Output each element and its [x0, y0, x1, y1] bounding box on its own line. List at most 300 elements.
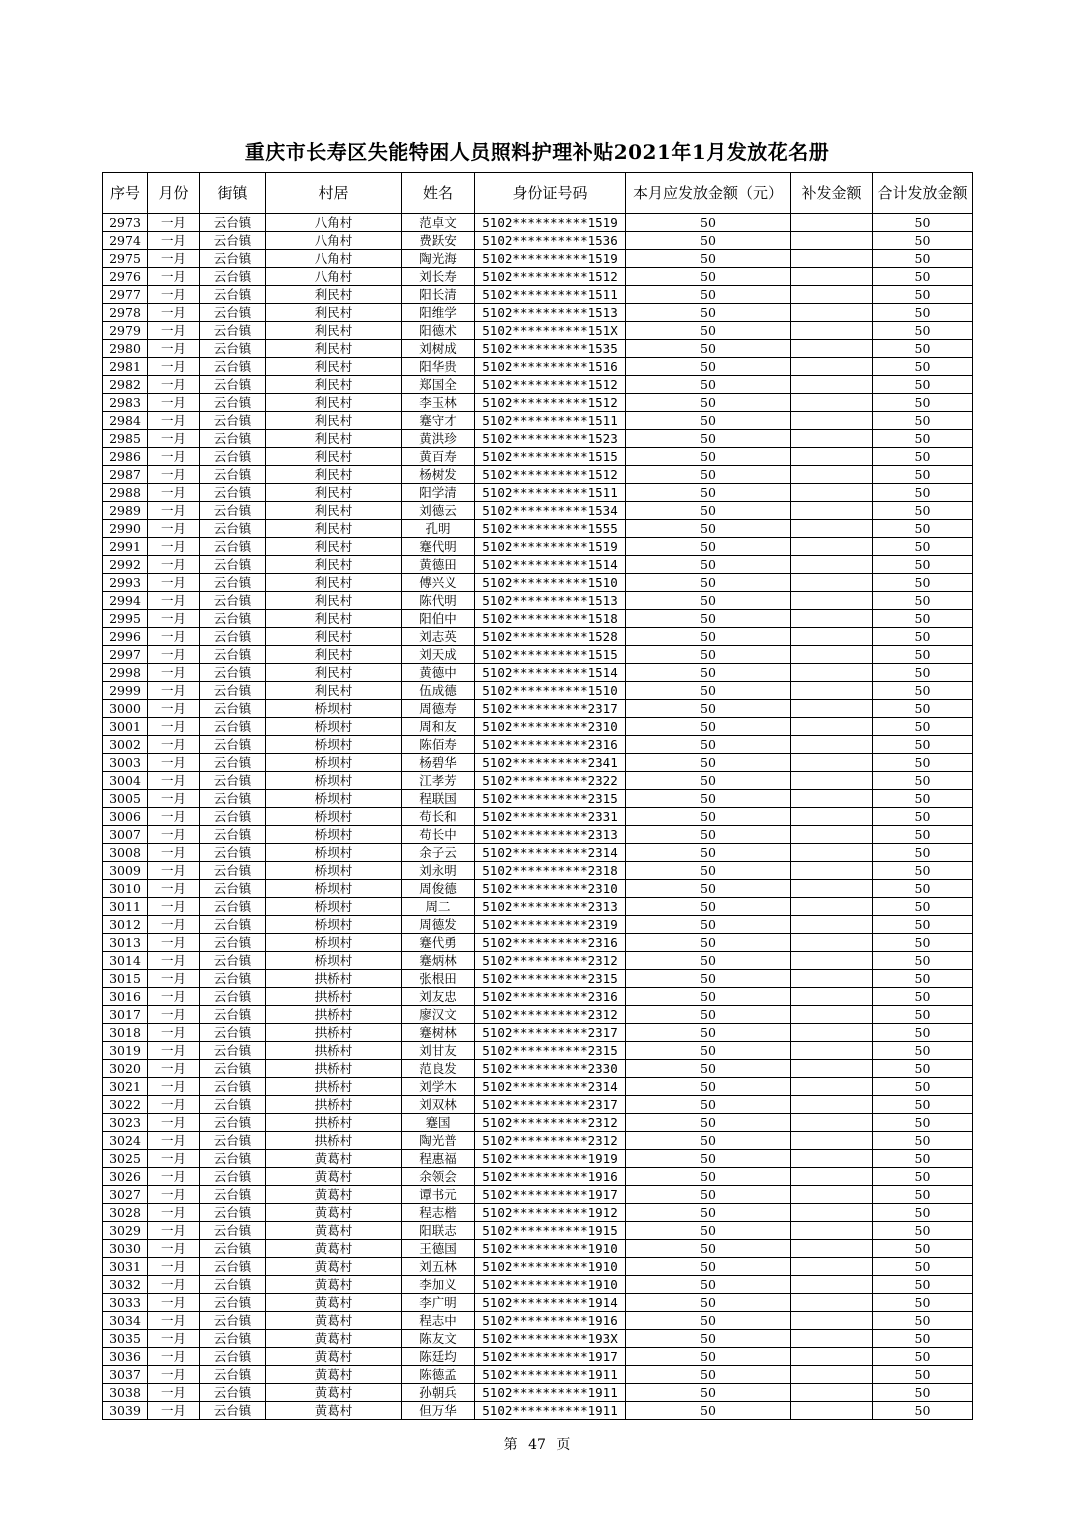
- cell-month: 一月: [148, 970, 200, 988]
- cell-village: 利民村: [266, 628, 402, 646]
- cell-total-amount: 50: [873, 664, 973, 682]
- cell-name: 陈友文: [402, 1330, 475, 1348]
- cell-id-number: 5102**********1919: [475, 1150, 626, 1168]
- cell-id-number: 5102**********1515: [475, 448, 626, 466]
- cell-name: 刘志英: [402, 628, 475, 646]
- cell-village: 利民村: [266, 448, 402, 466]
- cell-supplement-amount: [791, 268, 873, 286]
- cell-town: 云台镇: [200, 628, 266, 646]
- table-row: [103, 1366, 973, 1384]
- roster-table: [102, 172, 973, 1420]
- cell-serial: 2997: [103, 646, 148, 664]
- cell-total-amount: 50: [873, 1240, 973, 1258]
- cell-month: 一月: [148, 646, 200, 664]
- cell-serial: 3032: [103, 1276, 148, 1294]
- cell-serial: 2979: [103, 322, 148, 340]
- cell-id-number: 5102**********1519: [475, 214, 626, 232]
- cell-village: 利民村: [266, 466, 402, 484]
- table-row: [103, 322, 973, 340]
- cell-monthly-amount: 50: [626, 1348, 791, 1366]
- cell-serial: 3030: [103, 1240, 148, 1258]
- cell-id-number: 5102**********1914: [475, 1294, 626, 1312]
- table-row: [103, 1042, 973, 1060]
- cell-supplement-amount: [791, 988, 873, 1006]
- cell-monthly-amount: 50: [626, 232, 791, 250]
- table-row: [103, 718, 973, 736]
- cell-town: 云台镇: [200, 1024, 266, 1042]
- cell-town: 云台镇: [200, 610, 266, 628]
- cell-month: 一月: [148, 1222, 200, 1240]
- table-row: [103, 1204, 973, 1222]
- cell-monthly-amount: 50: [626, 1096, 791, 1114]
- cell-month: 一月: [148, 1366, 200, 1384]
- cell-total-amount: 50: [873, 880, 973, 898]
- cell-monthly-amount: 50: [626, 268, 791, 286]
- page-number: 47: [528, 1437, 546, 1453]
- cell-town: 云台镇: [200, 1150, 266, 1168]
- table-row: [103, 304, 973, 322]
- cell-id-number: 5102**********1512: [475, 466, 626, 484]
- cell-name: 阳伯中: [402, 610, 475, 628]
- cell-name: 余领会: [402, 1168, 475, 1186]
- cell-serial: 2976: [103, 268, 148, 286]
- cell-monthly-amount: 50: [626, 1204, 791, 1222]
- cell-name: 陈德孟: [402, 1366, 475, 1384]
- cell-monthly-amount: 50: [626, 772, 791, 790]
- cell-month: 一月: [148, 1348, 200, 1366]
- cell-village: 拱桥村: [266, 970, 402, 988]
- table-row: [103, 466, 973, 484]
- header-village: 村居: [266, 173, 402, 214]
- cell-month: 一月: [148, 862, 200, 880]
- cell-serial: 2985: [103, 430, 148, 448]
- cell-town: 云台镇: [200, 844, 266, 862]
- cell-total-amount: 50: [873, 484, 973, 502]
- cell-id-number: 5102**********1911: [475, 1366, 626, 1384]
- cell-village: 桥坝村: [266, 700, 402, 718]
- cell-town: 云台镇: [200, 880, 266, 898]
- cell-total-amount: 50: [873, 376, 973, 394]
- page-footer: [0, 1434, 1074, 1454]
- cell-total-amount: 50: [873, 1006, 973, 1024]
- cell-town: 云台镇: [200, 1402, 266, 1420]
- cell-supplement-amount: [791, 1006, 873, 1024]
- table-row: [103, 430, 973, 448]
- cell-serial: 3003: [103, 754, 148, 772]
- table-row: [103, 340, 973, 358]
- cell-supplement-amount: [791, 412, 873, 430]
- cell-total-amount: 50: [873, 826, 973, 844]
- cell-supplement-amount: [791, 466, 873, 484]
- cell-month: 一月: [148, 1240, 200, 1258]
- table-row: [103, 1312, 973, 1330]
- cell-total-amount: 50: [873, 754, 973, 772]
- table-row: [103, 1294, 973, 1312]
- cell-name: 阳联志: [402, 1222, 475, 1240]
- table-row: [103, 700, 973, 718]
- cell-town: 云台镇: [200, 736, 266, 754]
- cell-supplement-amount: [791, 574, 873, 592]
- cell-name: 周德寿: [402, 700, 475, 718]
- cell-town: 云台镇: [200, 304, 266, 322]
- cell-id-number: 5102**********2316: [475, 736, 626, 754]
- cell-supplement-amount: [791, 430, 873, 448]
- cell-village: 黄葛村: [266, 1204, 402, 1222]
- cell-id-number: 5102**********2310: [475, 880, 626, 898]
- cell-village: 利民村: [266, 358, 402, 376]
- cell-serial: 2993: [103, 574, 148, 592]
- header-town: 街镇: [200, 173, 266, 214]
- cell-serial: 3022: [103, 1096, 148, 1114]
- cell-serial: 3004: [103, 772, 148, 790]
- cell-total-amount: 50: [873, 862, 973, 880]
- cell-town: 云台镇: [200, 1186, 266, 1204]
- table-row: [103, 538, 973, 556]
- cell-serial: 3036: [103, 1348, 148, 1366]
- cell-total-amount: 50: [873, 628, 973, 646]
- table-row: [103, 1114, 973, 1132]
- cell-month: 一月: [148, 1294, 200, 1312]
- cell-supplement-amount: [791, 736, 873, 754]
- cell-serial: 3024: [103, 1132, 148, 1150]
- cell-total-amount: 50: [873, 592, 973, 610]
- table-row: [103, 952, 973, 970]
- cell-name: 李玉林: [402, 394, 475, 412]
- cell-name: 刘天成: [402, 646, 475, 664]
- cell-supplement-amount: [791, 448, 873, 466]
- cell-supplement-amount: [791, 484, 873, 502]
- cell-month: 一月: [148, 1024, 200, 1042]
- cell-supplement-amount: [791, 1186, 873, 1204]
- cell-total-amount: 50: [873, 1312, 973, 1330]
- cell-serial: 3002: [103, 736, 148, 754]
- cell-serial: 3037: [103, 1366, 148, 1384]
- cell-town: 云台镇: [200, 790, 266, 808]
- cell-id-number: 5102**********1510: [475, 682, 626, 700]
- cell-supplement-amount: [791, 1024, 873, 1042]
- table-row: [103, 484, 973, 502]
- table-row: [103, 1330, 973, 1348]
- cell-name: 程志楷: [402, 1204, 475, 1222]
- cell-village: 八角村: [266, 268, 402, 286]
- cell-monthly-amount: 50: [626, 574, 791, 592]
- cell-month: 一月: [148, 952, 200, 970]
- cell-village: 利民村: [266, 556, 402, 574]
- cell-id-number: 5102**********1514: [475, 556, 626, 574]
- cell-town: 云台镇: [200, 970, 266, 988]
- cell-total-amount: 50: [873, 1204, 973, 1222]
- cell-month: 一月: [148, 790, 200, 808]
- cell-town: 云台镇: [200, 376, 266, 394]
- cell-village: 利民村: [266, 322, 402, 340]
- cell-village: 拱桥村: [266, 988, 402, 1006]
- cell-monthly-amount: 50: [626, 592, 791, 610]
- cell-supplement-amount: [791, 1276, 873, 1294]
- cell-total-amount: 50: [873, 448, 973, 466]
- cell-town: 云台镇: [200, 340, 266, 358]
- cell-town: 云台镇: [200, 1006, 266, 1024]
- cell-village: 拱桥村: [266, 1024, 402, 1042]
- cell-id-number: 5102**********2317: [475, 1096, 626, 1114]
- cell-month: 一月: [148, 1150, 200, 1168]
- cell-month: 一月: [148, 682, 200, 700]
- cell-village: 拱桥村: [266, 1078, 402, 1096]
- cell-month: 一月: [148, 430, 200, 448]
- cell-supplement-amount: [791, 934, 873, 952]
- cell-total-amount: 50: [873, 790, 973, 808]
- cell-total-amount: 50: [873, 1060, 973, 1078]
- cell-monthly-amount: 50: [626, 1006, 791, 1024]
- cell-month: 一月: [148, 376, 200, 394]
- cell-village: 黄葛村: [266, 1294, 402, 1312]
- cell-month: 一月: [148, 1186, 200, 1204]
- cell-village: 拱桥村: [266, 1042, 402, 1060]
- table-row: [103, 646, 973, 664]
- cell-month: 一月: [148, 1330, 200, 1348]
- table-row: [103, 1222, 973, 1240]
- table-header-row: [103, 173, 973, 214]
- cell-serial: 3020: [103, 1060, 148, 1078]
- cell-monthly-amount: 50: [626, 376, 791, 394]
- header-id-number: 身份证号码: [475, 173, 626, 214]
- cell-supplement-amount: [791, 1150, 873, 1168]
- cell-monthly-amount: 50: [626, 286, 791, 304]
- cell-town: 云台镇: [200, 268, 266, 286]
- cell-name: 孔明: [402, 520, 475, 538]
- cell-total-amount: 50: [873, 322, 973, 340]
- cell-total-amount: 50: [873, 1276, 973, 1294]
- cell-village: 黄葛村: [266, 1312, 402, 1330]
- cell-id-number: 5102**********1911: [475, 1402, 626, 1420]
- cell-month: 一月: [148, 520, 200, 538]
- cell-serial: 2982: [103, 376, 148, 394]
- table-row: [103, 286, 973, 304]
- cell-village: 桥坝村: [266, 790, 402, 808]
- cell-monthly-amount: 50: [626, 1168, 791, 1186]
- cell-month: 一月: [148, 574, 200, 592]
- cell-month: 一月: [148, 1402, 200, 1420]
- cell-id-number: 5102**********2312: [475, 952, 626, 970]
- cell-supplement-amount: [791, 664, 873, 682]
- cell-month: 一月: [148, 772, 200, 790]
- table-row: [103, 232, 973, 250]
- cell-supplement-amount: [791, 916, 873, 934]
- cell-town: 云台镇: [200, 700, 266, 718]
- table-row: [103, 736, 973, 754]
- cell-serial: 3034: [103, 1312, 148, 1330]
- table-row: [103, 610, 973, 628]
- cell-total-amount: 50: [873, 1150, 973, 1168]
- cell-supplement-amount: [791, 358, 873, 376]
- page-suffix: 页: [556, 1437, 571, 1453]
- cell-name: 阳长清: [402, 286, 475, 304]
- cell-name: 刘德云: [402, 502, 475, 520]
- cell-monthly-amount: 50: [626, 970, 791, 988]
- cell-town: 云台镇: [200, 214, 266, 232]
- header-monthly-amount: 本月应发放金额（元）: [626, 173, 791, 214]
- cell-total-amount: 50: [873, 340, 973, 358]
- table-row: [103, 772, 973, 790]
- cell-village: 黄葛村: [266, 1168, 402, 1186]
- cell-name: 刘友忠: [402, 988, 475, 1006]
- table-row: [103, 1060, 973, 1078]
- cell-town: 云台镇: [200, 1348, 266, 1366]
- cell-village: 利民村: [266, 394, 402, 412]
- table-row: [103, 556, 973, 574]
- cell-town: 云台镇: [200, 718, 266, 736]
- cell-id-number: 5102**********2315: [475, 790, 626, 808]
- cell-monthly-amount: 50: [626, 610, 791, 628]
- cell-monthly-amount: 50: [626, 1258, 791, 1276]
- table-row: [103, 1096, 973, 1114]
- cell-village: 利民村: [266, 484, 402, 502]
- cell-month: 一月: [148, 826, 200, 844]
- cell-total-amount: 50: [873, 1186, 973, 1204]
- cell-serial: 3021: [103, 1078, 148, 1096]
- cell-supplement-amount: [791, 1384, 873, 1402]
- cell-town: 云台镇: [200, 754, 266, 772]
- cell-monthly-amount: 50: [626, 1114, 791, 1132]
- cell-id-number: 5102**********1518: [475, 610, 626, 628]
- cell-id-number: 5102**********1916: [475, 1168, 626, 1186]
- cell-town: 云台镇: [200, 574, 266, 592]
- cell-id-number: 5102**********1915: [475, 1222, 626, 1240]
- cell-total-amount: 50: [873, 358, 973, 376]
- cell-total-amount: 50: [873, 934, 973, 952]
- cell-supplement-amount: [791, 610, 873, 628]
- cell-monthly-amount: 50: [626, 1150, 791, 1168]
- cell-village: 利民村: [266, 502, 402, 520]
- cell-town: 云台镇: [200, 934, 266, 952]
- cell-town: 云台镇: [200, 826, 266, 844]
- cell-id-number: 5102**********1536: [475, 232, 626, 250]
- cell-name: 周俊德: [402, 880, 475, 898]
- cell-supplement-amount: [791, 1042, 873, 1060]
- cell-village: 利民村: [266, 286, 402, 304]
- table-row: [103, 970, 973, 988]
- cell-id-number: 5102**********2341: [475, 754, 626, 772]
- cell-town: 云台镇: [200, 394, 266, 412]
- cell-monthly-amount: 50: [626, 1366, 791, 1384]
- cell-month: 一月: [148, 1042, 200, 1060]
- cell-month: 一月: [148, 1006, 200, 1024]
- cell-supplement-amount: [791, 646, 873, 664]
- table-row: [103, 1024, 973, 1042]
- cell-village: 桥坝村: [266, 862, 402, 880]
- cell-serial: 2989: [103, 502, 148, 520]
- cell-name: 黄德中: [402, 664, 475, 682]
- cell-monthly-amount: 50: [626, 682, 791, 700]
- cell-supplement-amount: [791, 1204, 873, 1222]
- cell-village: 利民村: [266, 520, 402, 538]
- cell-town: 云台镇: [200, 1276, 266, 1294]
- cell-town: 云台镇: [200, 1312, 266, 1330]
- cell-serial: 3012: [103, 916, 148, 934]
- cell-name: 刘五林: [402, 1258, 475, 1276]
- cell-village: 八角村: [266, 250, 402, 268]
- cell-name: 黄德田: [402, 556, 475, 574]
- cell-monthly-amount: 50: [626, 898, 791, 916]
- cell-month: 一月: [148, 1276, 200, 1294]
- cell-id-number: 5102**********2313: [475, 898, 626, 916]
- cell-monthly-amount: 50: [626, 988, 791, 1006]
- cell-serial: 2998: [103, 664, 148, 682]
- cell-month: 一月: [148, 340, 200, 358]
- cell-town: 云台镇: [200, 1240, 266, 1258]
- cell-name: 刘甘友: [402, 1042, 475, 1060]
- table-row: [103, 880, 973, 898]
- table-row: [103, 916, 973, 934]
- table-row: [103, 844, 973, 862]
- table-row: [103, 502, 973, 520]
- cell-supplement-amount: [791, 1330, 873, 1348]
- cell-total-amount: 50: [873, 412, 973, 430]
- cell-name: 黄洪珍: [402, 430, 475, 448]
- cell-serial: 2986: [103, 448, 148, 466]
- cell-name: 苟长和: [402, 808, 475, 826]
- table-row: [103, 1240, 973, 1258]
- cell-village: 利民村: [266, 682, 402, 700]
- cell-name: 蹇国: [402, 1114, 475, 1132]
- cell-total-amount: 50: [873, 520, 973, 538]
- cell-monthly-amount: 50: [626, 718, 791, 736]
- cell-monthly-amount: 50: [626, 1402, 791, 1420]
- cell-total-amount: 50: [873, 538, 973, 556]
- cell-serial: 2991: [103, 538, 148, 556]
- cell-name: 杨碧华: [402, 754, 475, 772]
- cell-month: 一月: [148, 916, 200, 934]
- cell-town: 云台镇: [200, 484, 266, 502]
- table-row: [103, 1348, 973, 1366]
- cell-id-number: 5102**********1910: [475, 1276, 626, 1294]
- cell-monthly-amount: 50: [626, 1060, 791, 1078]
- cell-id-number: 5102**********2317: [475, 1024, 626, 1042]
- cell-id-number: 5102**********193X: [475, 1330, 626, 1348]
- table-row: [103, 862, 973, 880]
- cell-town: 云台镇: [200, 916, 266, 934]
- cell-id-number: 5102**********1910: [475, 1240, 626, 1258]
- cell-village: 桥坝村: [266, 934, 402, 952]
- cell-total-amount: 50: [873, 844, 973, 862]
- table-row: [103, 394, 973, 412]
- cell-serial: 2992: [103, 556, 148, 574]
- table-row: [103, 898, 973, 916]
- cell-serial: 3028: [103, 1204, 148, 1222]
- cell-village: 利民村: [266, 646, 402, 664]
- cell-total-amount: 50: [873, 970, 973, 988]
- cell-serial: 3039: [103, 1402, 148, 1420]
- cell-town: 云台镇: [200, 1330, 266, 1348]
- cell-id-number: 5102**********1511: [475, 412, 626, 430]
- table-row: [103, 1078, 973, 1096]
- cell-serial: 3025: [103, 1150, 148, 1168]
- cell-month: 一月: [148, 1258, 200, 1276]
- cell-name: 周德发: [402, 916, 475, 934]
- cell-total-amount: 50: [873, 394, 973, 412]
- table-row: [103, 376, 973, 394]
- cell-total-amount: 50: [873, 1114, 973, 1132]
- cell-village: 黄葛村: [266, 1258, 402, 1276]
- cell-village: 桥坝村: [266, 736, 402, 754]
- cell-name: 陈代明: [402, 592, 475, 610]
- cell-village: 黄葛村: [266, 1384, 402, 1402]
- table-row: [103, 412, 973, 430]
- cell-serial: 3018: [103, 1024, 148, 1042]
- cell-total-amount: 50: [873, 1348, 973, 1366]
- cell-serial: 2978: [103, 304, 148, 322]
- cell-name: 但万华: [402, 1402, 475, 1420]
- table-row: [103, 664, 973, 682]
